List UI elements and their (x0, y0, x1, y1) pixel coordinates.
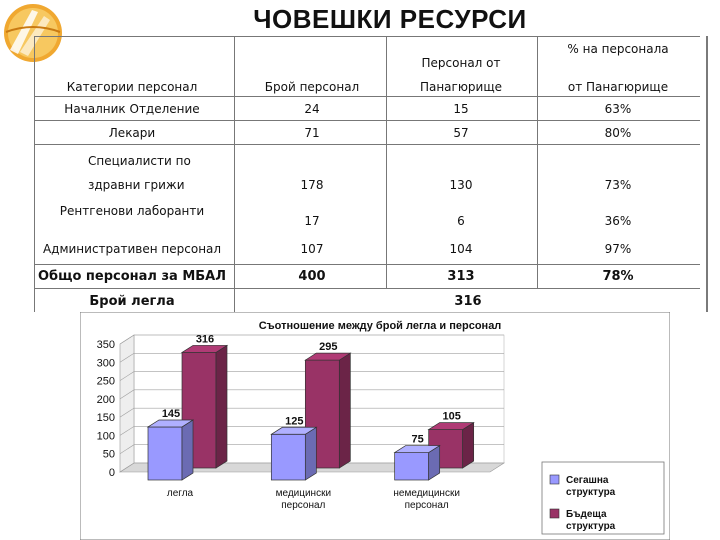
legend-swatch (550, 509, 559, 518)
x-category-label: медицински (275, 488, 332, 499)
x-category-label: персонал (281, 500, 326, 511)
row-local: 15 (453, 102, 469, 116)
chart-title: Съотношение между брой легла и персонал (258, 320, 502, 332)
row-category: Рентгенови лаборанти (59, 204, 205, 218)
slide-divider (706, 36, 708, 312)
data-label: 105 (442, 410, 461, 423)
y-tick-label: 250 (96, 375, 115, 388)
total-category: Общо персонал за МБАЛ (37, 269, 227, 284)
personnel-table (34, 36, 700, 312)
header-from-panagyurishte: от Панагюрище (567, 80, 669, 94)
bar-front (395, 453, 429, 480)
row-category: Началник Отделение (64, 102, 200, 116)
row-pct: 36% (604, 214, 632, 228)
total-pct: 78% (602, 269, 634, 284)
bar-side (463, 423, 474, 468)
header-percent-of: % на персонала (567, 42, 669, 56)
x-category-label: немедицински (393, 488, 460, 499)
header-personnel-from: Персонал от (421, 56, 501, 70)
row-local: 57 (453, 126, 469, 140)
bar-side (182, 420, 193, 480)
row-count: 17 (304, 214, 320, 228)
data-label: 316 (195, 333, 215, 346)
x-category-label: персонал (404, 500, 449, 511)
legend-label: структура (566, 521, 616, 532)
total-count: 400 (298, 269, 326, 284)
x-category-label: легла (166, 488, 194, 499)
row-category: Лекари (108, 126, 156, 140)
bar-side (216, 345, 227, 468)
data-label: 125 (285, 415, 304, 428)
y-tick-label: 350 (96, 339, 115, 351)
row-count: 24 (304, 102, 320, 116)
y-tick-label: 0 (108, 467, 115, 479)
data-label: 295 (319, 341, 338, 354)
row-local: 6 (457, 214, 465, 228)
header-count: Брой персонал (264, 80, 360, 94)
legend-label: Бъдеща (566, 509, 607, 520)
bar-front (148, 427, 182, 480)
row-pct: 63% (604, 102, 632, 116)
y-tick-label: 300 (96, 357, 115, 370)
row-local: 130 (449, 178, 473, 192)
beds-staff-chart (80, 312, 670, 540)
row-pct: 73% (604, 178, 632, 192)
y-tick-label: 50 (102, 448, 115, 461)
row-count: 178 (300, 178, 324, 192)
data-label: 145 (161, 407, 181, 420)
row-count: 107 (300, 242, 324, 256)
row-category: Административен персонал (42, 242, 222, 256)
row-category-line2: здравни грижи (88, 178, 185, 192)
beds-label: Брой легла (89, 294, 175, 309)
row-pct: 80% (604, 126, 632, 140)
row-category-line1: Специалисти по (88, 154, 191, 168)
legend-swatch (550, 475, 559, 484)
legend-label: структура (566, 487, 616, 498)
total-local: 313 (447, 269, 475, 284)
bar-front (271, 434, 305, 480)
beds-value: 316 (454, 294, 482, 309)
y-tick-label: 200 (96, 393, 115, 406)
row-local: 104 (449, 242, 473, 256)
bar-side (339, 353, 350, 468)
header-category: Категории персонал (66, 80, 198, 94)
y-tick-label: 150 (96, 412, 115, 425)
row-pct: 97% (604, 242, 632, 256)
chart-side-wall (120, 335, 134, 472)
row-count: 71 (304, 126, 320, 140)
data-label: 75 (411, 433, 424, 446)
header-panagyurishte: Панагюрище (419, 80, 503, 94)
y-tick-label: 100 (96, 430, 115, 443)
legend-label: Сегашна (566, 475, 609, 486)
bar-side (305, 427, 316, 480)
page-title: ЧОВЕШКИ РЕСУРСИ (253, 4, 527, 34)
